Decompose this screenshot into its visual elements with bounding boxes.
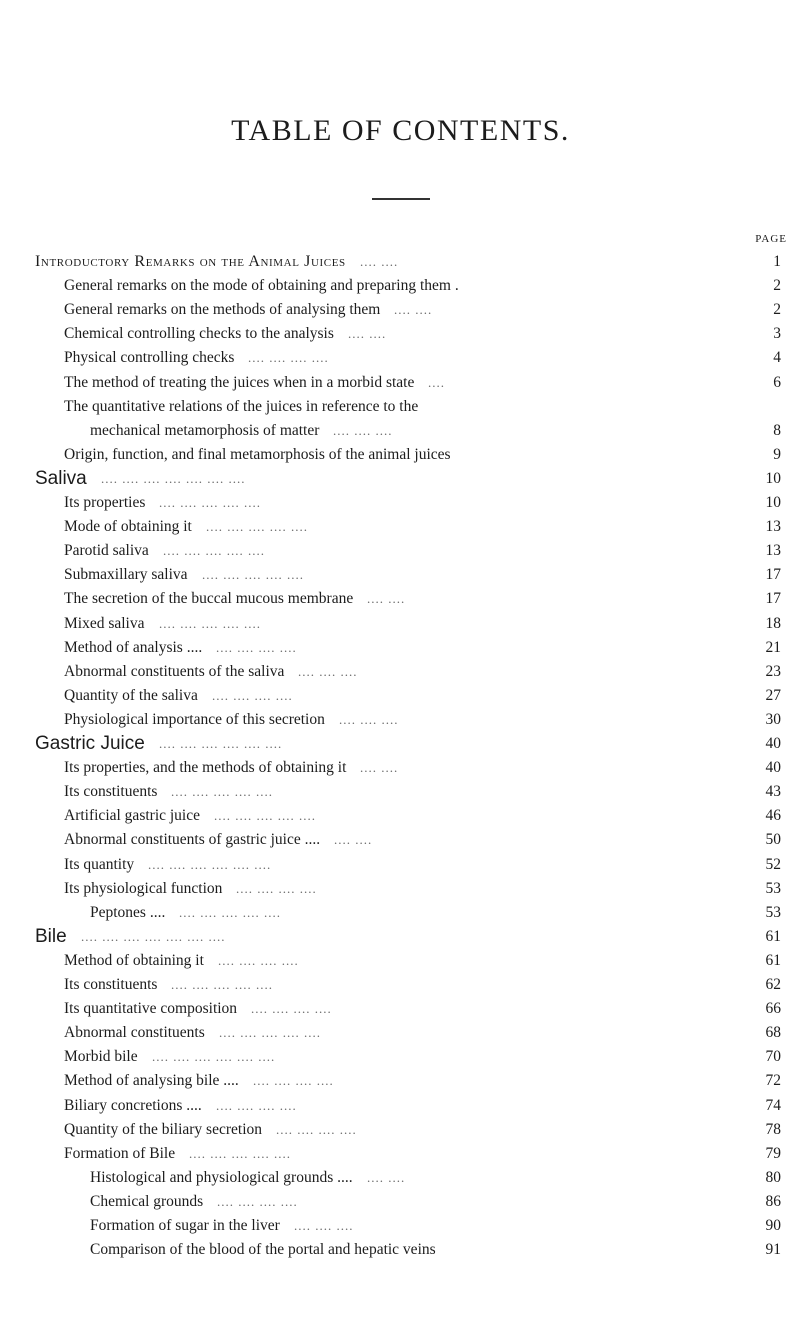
toc-entry-page: 66 (765, 1000, 781, 1018)
leader-dots: .... .... .... .... .... (159, 615, 261, 631)
toc-entry (0, 491, 801, 515)
toc-entry-page: 18 (765, 614, 781, 632)
toc-entry-title: mechanical metamorphosis of matter (90, 421, 320, 439)
leader-dots: .... .... .... .... (276, 1121, 357, 1137)
toc-entry (0, 1166, 801, 1190)
toc-entry (0, 660, 801, 684)
toc-entry-page: 40 (765, 759, 781, 777)
leader-dots: .... .... .... .... .... (202, 567, 304, 583)
toc-entry-title: Its quantitative composition (64, 1000, 238, 1018)
toc-entry (0, 853, 801, 877)
toc-entry-title: Mixed saliva (64, 614, 145, 632)
toc-entry-title: Comparison of the blood of the portal and hepatic veins (90, 1241, 436, 1259)
toc-entry-page: 13 (765, 518, 781, 536)
toc-entry (0, 371, 801, 395)
toc-entry (0, 419, 801, 443)
toc-entry-title: Bile (35, 925, 67, 947)
toc-entry-page: 1 (773, 253, 781, 270)
toc-entry-page: 10 (765, 494, 781, 511)
leader-dots: .... .... (360, 254, 399, 269)
toc-entry (0, 587, 801, 611)
toc-entry-title: Gastric Juice (35, 733, 145, 754)
leader-dots: .... .... .... .... .... (163, 543, 265, 559)
toc-entry (0, 563, 801, 587)
toc-entry-page: 13 (765, 542, 781, 560)
leader-dots: .... .... (394, 302, 433, 318)
leader-dots: .... .... .... .... .... (189, 1145, 291, 1161)
toc-entry-title: Method of analysing bile .... (64, 1072, 239, 1090)
toc-entry (0, 1190, 801, 1214)
leader-dots: .... .... .... .... .... (171, 977, 273, 992)
toc-entry (0, 395, 801, 419)
toc-entry-title: Its quantity (64, 855, 135, 873)
toc-entry (0, 274, 801, 298)
toc-entry-title: Abnormal constituents of the saliva (64, 662, 285, 680)
toc-entry-title: Abnormal constituents (64, 1024, 205, 1042)
toc-entry (0, 828, 801, 852)
leader-dots: .... .... .... .... (218, 952, 299, 968)
toc-entry-page: 2 (773, 301, 781, 319)
leader-dots: .... .... .... .... .... (206, 519, 308, 535)
leader-dots: .... .... .... .... .... .... .... (101, 470, 246, 486)
toc-entry-title: Origin, function, and final metamorphosis of the animal juices (64, 445, 451, 463)
toc-entry-page: 46 (765, 807, 781, 825)
leader-dots: .... .... .... (298, 663, 358, 679)
toc-entry (0, 780, 801, 804)
toc-entry-title: Formation of sugar in the liver (90, 1217, 280, 1234)
toc-entry-page: 17 (765, 590, 781, 608)
leader-dots: .... .... .... (339, 711, 399, 727)
toc-entry-title: Its constituents (64, 976, 158, 993)
toc-entry (0, 1238, 801, 1262)
leader-dots: .... .... (348, 326, 387, 342)
toc-entry-page: 17 (765, 566, 781, 584)
leader-dots: .... .... .... .... (248, 350, 329, 366)
toc-entry-title: Saliva (35, 467, 87, 489)
toc-entry-page: 10 (765, 469, 781, 487)
toc-entry (0, 612, 801, 636)
leader-dots: .... .... .... .... .... .... (148, 856, 272, 872)
leader-dots: .... .... .... .... .... .... (159, 736, 283, 751)
toc-entry-title: Abnormal constituents of gastric juice .... (64, 831, 321, 849)
toc-entry (0, 925, 801, 949)
title-rule (372, 198, 430, 200)
leader-dots: .... .... .... .... (217, 1193, 298, 1209)
toc-entry-page: 43 (765, 783, 781, 801)
toc-entry (0, 539, 801, 563)
toc-entry-title: General remarks on the methods of analysing them (64, 301, 381, 319)
toc-entry (0, 901, 801, 925)
toc-entry-page: 78 (765, 1120, 781, 1138)
toc-entry-title: The quantitative relations of the juices in reference to the (64, 397, 419, 415)
toc-entry (0, 298, 801, 322)
toc-entry-title: Formation of Bile (64, 1144, 176, 1162)
leader-dots: .... .... .... (333, 422, 393, 438)
toc-entry-title: Histological and physiological grounds .... (90, 1168, 353, 1186)
toc-entry-page: 62 (765, 976, 781, 993)
toc-entry-page: 30 (765, 710, 781, 728)
toc-entry-title: Peptones .... (90, 903, 166, 921)
toc-entry-title: Its properties, and the methods of obtaining it (64, 759, 347, 777)
toc-entry-title: Introductory Remarks on the Animal Juices (35, 253, 346, 270)
leader-dots: .... .... (367, 1169, 406, 1185)
toc-entry (0, 467, 801, 491)
toc-entry-title: Mode of obtaining it (64, 518, 192, 536)
leader-dots: .... .... (334, 832, 373, 848)
leader-dots: .... .... .... .... (251, 1001, 332, 1017)
leader-dots: .... .... .... (294, 1218, 354, 1233)
toc-entry (0, 997, 801, 1021)
toc-entry-title: General remarks on the mode of obtaining and preparing them . (64, 277, 459, 295)
toc-entry (0, 322, 801, 346)
toc-entry-title: Artificial gastric juice (64, 807, 200, 825)
toc-entry-page: 4 (773, 349, 781, 367)
toc-entry-page: 70 (765, 1048, 781, 1066)
leader-dots: .... .... .... .... (216, 639, 297, 655)
toc-entry (0, 1214, 801, 1238)
toc-entry-page: 3 (773, 325, 781, 343)
page-title: TABLE OF CONTENTS. (231, 114, 570, 147)
toc-entry-page: 72 (765, 1072, 781, 1090)
toc-entry-page: 50 (765, 831, 781, 849)
toc-entry-title: Morbid bile (64, 1048, 138, 1066)
toc-entry (0, 1021, 801, 1045)
toc-entry-page: 74 (765, 1096, 781, 1114)
toc-entry-page: 52 (765, 855, 781, 873)
toc-entry-title: The method of treating the juices when in a morbid state (64, 373, 415, 391)
toc-entry-title: Physiological importance of this secretion (64, 710, 325, 728)
toc-entry (0, 804, 801, 828)
toc-entry (0, 949, 801, 973)
leader-dots: .... .... .... .... (212, 687, 293, 703)
toc-entry (0, 515, 801, 539)
toc-entry-title: Chemical grounds (90, 1192, 204, 1210)
toc-entry-title: Method of obtaining it (64, 951, 204, 969)
toc-entry (0, 636, 801, 660)
toc-entry-title: The secretion of the buccal mucous membrane (64, 590, 354, 608)
toc-entry (0, 443, 801, 467)
toc-entry (0, 732, 801, 756)
toc-entry (0, 1094, 801, 1118)
leader-dots: .... .... .... .... .... .... (152, 1049, 276, 1065)
leader-dots: .... .... .... .... .... (159, 495, 261, 510)
leader-dots: .... .... .... .... .... .... .... (81, 928, 226, 944)
toc-entry-title: Its physiological function (64, 879, 223, 897)
toc-entry-page: 61 (765, 951, 781, 969)
toc-entry-title: Quantity of the biliary secretion (64, 1120, 262, 1138)
toc-entry (0, 877, 801, 901)
toc-entry-page: 80 (765, 1168, 781, 1186)
toc-entry (0, 756, 801, 780)
toc-entry-title: Parotid saliva (64, 542, 149, 560)
leader-dots: .... (428, 374, 445, 390)
toc-entry (0, 250, 801, 274)
toc-entry (0, 973, 801, 997)
toc-entry-title: Its constituents (64, 783, 158, 801)
leader-dots: .... .... .... .... (216, 1097, 297, 1113)
toc-entry (0, 1045, 801, 1069)
toc-entry (0, 684, 801, 708)
toc-entry-page: 53 (765, 903, 781, 921)
toc-entry (0, 1069, 801, 1093)
leader-dots: .... .... .... .... .... (219, 1025, 321, 1041)
toc-entry-page: 23 (765, 662, 781, 680)
toc-entry-title: Method of analysis .... (64, 638, 203, 656)
toc-entry-page: 6 (773, 373, 781, 391)
toc-entry (0, 708, 801, 732)
toc-entry-page: 68 (765, 1024, 781, 1042)
toc-entry-page: 40 (765, 735, 781, 752)
toc-entry-page: 21 (765, 638, 781, 656)
toc-entry-title: Its properties (64, 494, 146, 511)
toc-entry-page: 53 (765, 879, 781, 897)
page-column-label: PAGE (755, 233, 787, 245)
toc-entry-page: 61 (765, 927, 781, 945)
toc-entry-page: 86 (765, 1192, 781, 1210)
toc-entry-page: 9 (773, 445, 781, 463)
toc-entry-title: Physical controlling checks (64, 349, 235, 367)
toc-entry-title: Biliary concretions .... (64, 1096, 202, 1114)
toc-entry-page: 91 (765, 1241, 781, 1259)
leader-dots: .... .... (367, 591, 406, 607)
toc-entry (0, 1142, 801, 1166)
toc-entry-page: 8 (773, 421, 781, 439)
toc-entry-page: 79 (765, 1144, 781, 1162)
leader-dots: .... .... .... .... .... (214, 808, 316, 824)
toc-entry (0, 346, 801, 370)
leader-dots: .... .... (360, 760, 399, 776)
leader-dots: .... .... .... .... (253, 1073, 334, 1089)
toc-entry-title: Submaxillary saliva (64, 566, 188, 584)
leader-dots: .... .... .... .... .... (179, 904, 281, 920)
toc-entry-title: Chemical controlling checks to the analysis (64, 325, 334, 343)
leader-dots: .... .... .... .... .... (171, 784, 273, 800)
toc-entry-page: 2 (773, 277, 781, 295)
toc-entry-title: Quantity of the saliva (64, 686, 198, 704)
leader-dots: .... .... .... .... (236, 880, 317, 896)
toc-entry (0, 1118, 801, 1142)
toc-entry-page: 27 (765, 686, 781, 704)
toc-entry-page: 90 (765, 1217, 781, 1234)
